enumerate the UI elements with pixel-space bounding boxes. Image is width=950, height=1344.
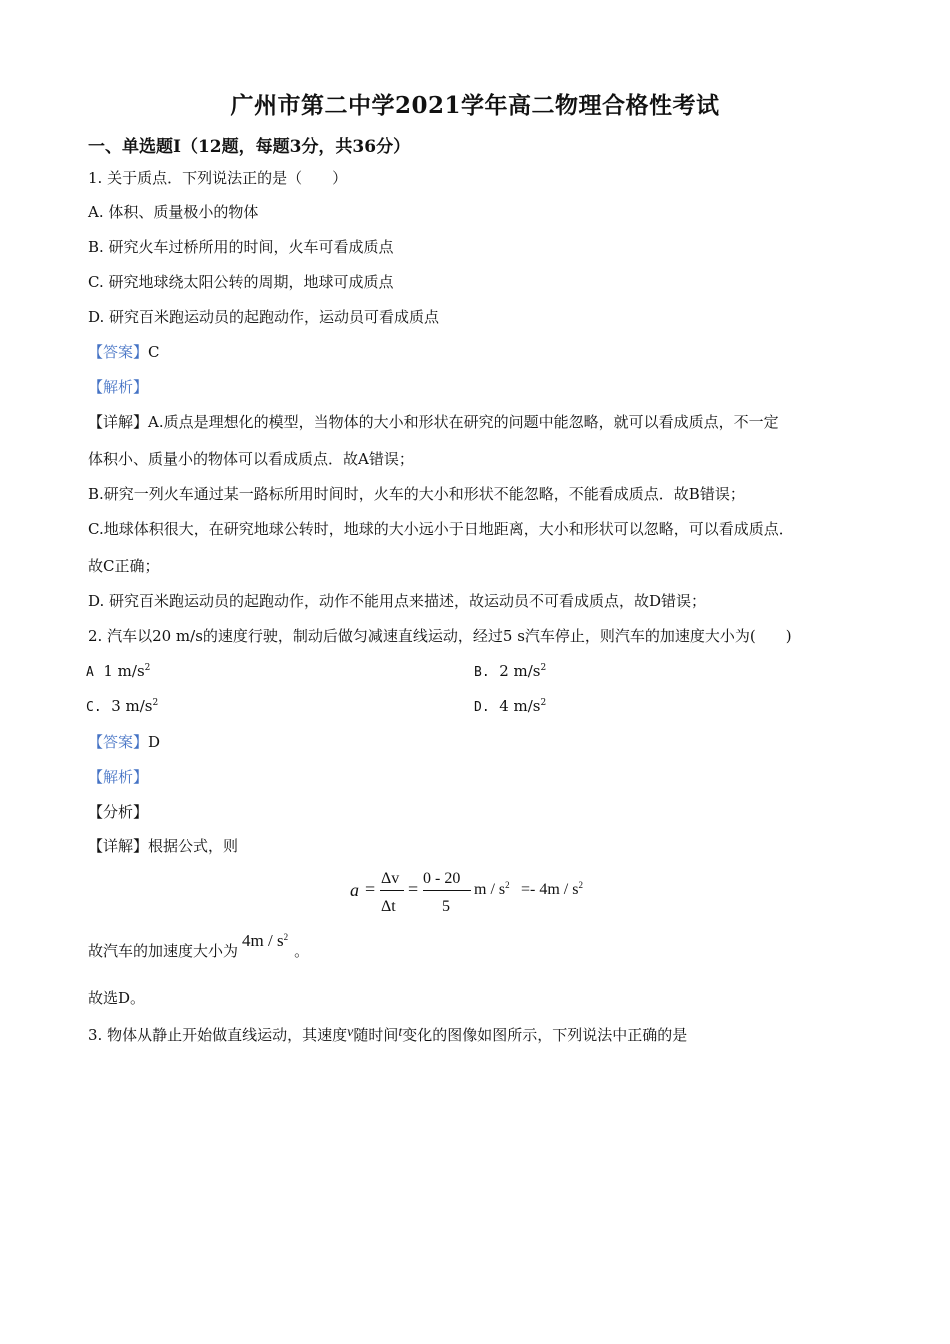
formula-eq2: = (408, 879, 419, 899)
superscript: 2 (144, 663, 151, 673)
q1-detail-line-3: B.研究一列火车通过某一路标所用时间时，火车的大小和形状不能忽略，不能看成质点．故B错误； (88, 485, 745, 503)
q1-option-b: B. 研究火车过桥所用的时间，火车可看成质点 (88, 238, 394, 256)
q1-answer-line (88, 342, 160, 362)
conclusion-post: 。 (294, 942, 310, 960)
q1-detail-line-4: C.地球体积很大，在研究地球公转时，地球的大小远小于日地距离，大小和形状可以忽略，可以看成质点． (88, 520, 794, 538)
formula-unit-text: m / s (474, 881, 506, 898)
q1-detail-line-5: 故C正确； (88, 557, 160, 575)
q2-conclusion (88, 931, 310, 966)
formula-result (521, 880, 583, 900)
analysis-tag: 【解析】 (88, 768, 149, 786)
q3-var-v: v (347, 1025, 354, 1040)
option-label: D. (474, 700, 490, 715)
fraction-bar (380, 890, 404, 891)
q2-option-d (474, 696, 546, 718)
formula-result-text: =- 4m / s (521, 881, 579, 898)
conclusion-value-text: 4m / s (242, 931, 284, 950)
option-label: A (86, 665, 94, 680)
q1-detail-line-1 (88, 412, 779, 432)
detail-tag: 【详解】 (88, 837, 149, 855)
q2-choose: 故选D。 (88, 989, 146, 1007)
option-text: 3 m/s (111, 697, 153, 715)
formula-den2: 5 (442, 898, 450, 915)
page-title: 广州市第二中学2021学年高二物理合格性考试 (230, 92, 720, 119)
q2-option-b (474, 661, 546, 683)
q1-option-d: D. 研究百米跑运动员的起跑动作，运动员可看成质点 (88, 308, 440, 326)
answer-tag: 【答案】 (88, 343, 149, 361)
analysis-tag: 【解析】 (88, 378, 149, 396)
q3-var-t: t (398, 1025, 403, 1040)
option-text: 1 m/s (103, 662, 145, 680)
q1-detail-line-2: 体积小、质量小的物体可以看成质点．故A错误； (88, 450, 414, 468)
answer-value: D (148, 733, 161, 751)
formula-unit (474, 880, 510, 900)
detail-text: A.质点是理想化的模型，当物体的大小和形状在研究的问题中能忽略，就可以看成质点，不一定 (148, 413, 779, 431)
q2-option-a (86, 661, 150, 683)
q3-stem-part-b: 随时间 (353, 1026, 399, 1044)
q3-stem-part-a: 3. 物体从静止开始做直线运动，其速度 (88, 1026, 348, 1044)
q2-detail-line (88, 836, 238, 856)
option-label: C. (86, 700, 102, 715)
q1-detail-line-6: D. 研究百米跑运动员的起跑动作，动作不能用点来描述，故运动员不可看成质点，故D错误； (88, 592, 707, 610)
formula-num2: 0 - 20 (423, 870, 461, 887)
superscript: 2 (578, 880, 583, 890)
section-heading: 一、单选题I（12题，每题3分，共36分） (88, 137, 411, 157)
fraction-bar (423, 890, 471, 891)
superscript: 2 (283, 932, 289, 942)
conclusion-pre: 故汽车的加速度大小为 (88, 942, 239, 960)
q1-option-c: C. 研究地球绕太阳公转的周期，地球可成质点 (88, 273, 394, 291)
detail-text: 根据公式，则 (148, 837, 239, 855)
formula-den1: Δt (381, 898, 396, 915)
answer-tag: 【答案】 (88, 733, 149, 751)
question-2-stem: 2. 汽车以20 m/s的速度行驶，制动后做匀减速直线运动，经过5 s汽车停止，则汽车的加速度大小为( ) (88, 627, 792, 645)
answer-value: C (148, 343, 160, 361)
option-label: B. (474, 665, 490, 680)
formula-a: a (350, 880, 359, 900)
acceleration-formula (350, 866, 610, 918)
formula-eq: = (365, 879, 376, 899)
q2-answer-line (88, 732, 160, 752)
superscript: 2 (152, 698, 159, 708)
conclusion-value (242, 931, 288, 950)
q1-option-a: A. 体积、质量极小的物体 (88, 203, 259, 221)
fenxi-tag: 【分析】 (88, 803, 149, 821)
option-text: 2 m/s (499, 662, 541, 680)
question-3-stem (88, 1025, 687, 1047)
q2-option-c (86, 696, 158, 718)
superscript: 2 (505, 880, 510, 890)
superscript: 2 (540, 698, 547, 708)
option-text: 4 m/s (499, 697, 541, 715)
q3-stem-part-c: 变化的图像如图所示，下列说法中正确的是 (402, 1026, 688, 1044)
superscript: 2 (540, 663, 547, 673)
question-1-stem: 1. 关于质点．下列说法正的是（ ） (88, 169, 348, 187)
detail-tag: 【详解】 (88, 413, 149, 431)
formula-num1: Δv (381, 870, 400, 887)
